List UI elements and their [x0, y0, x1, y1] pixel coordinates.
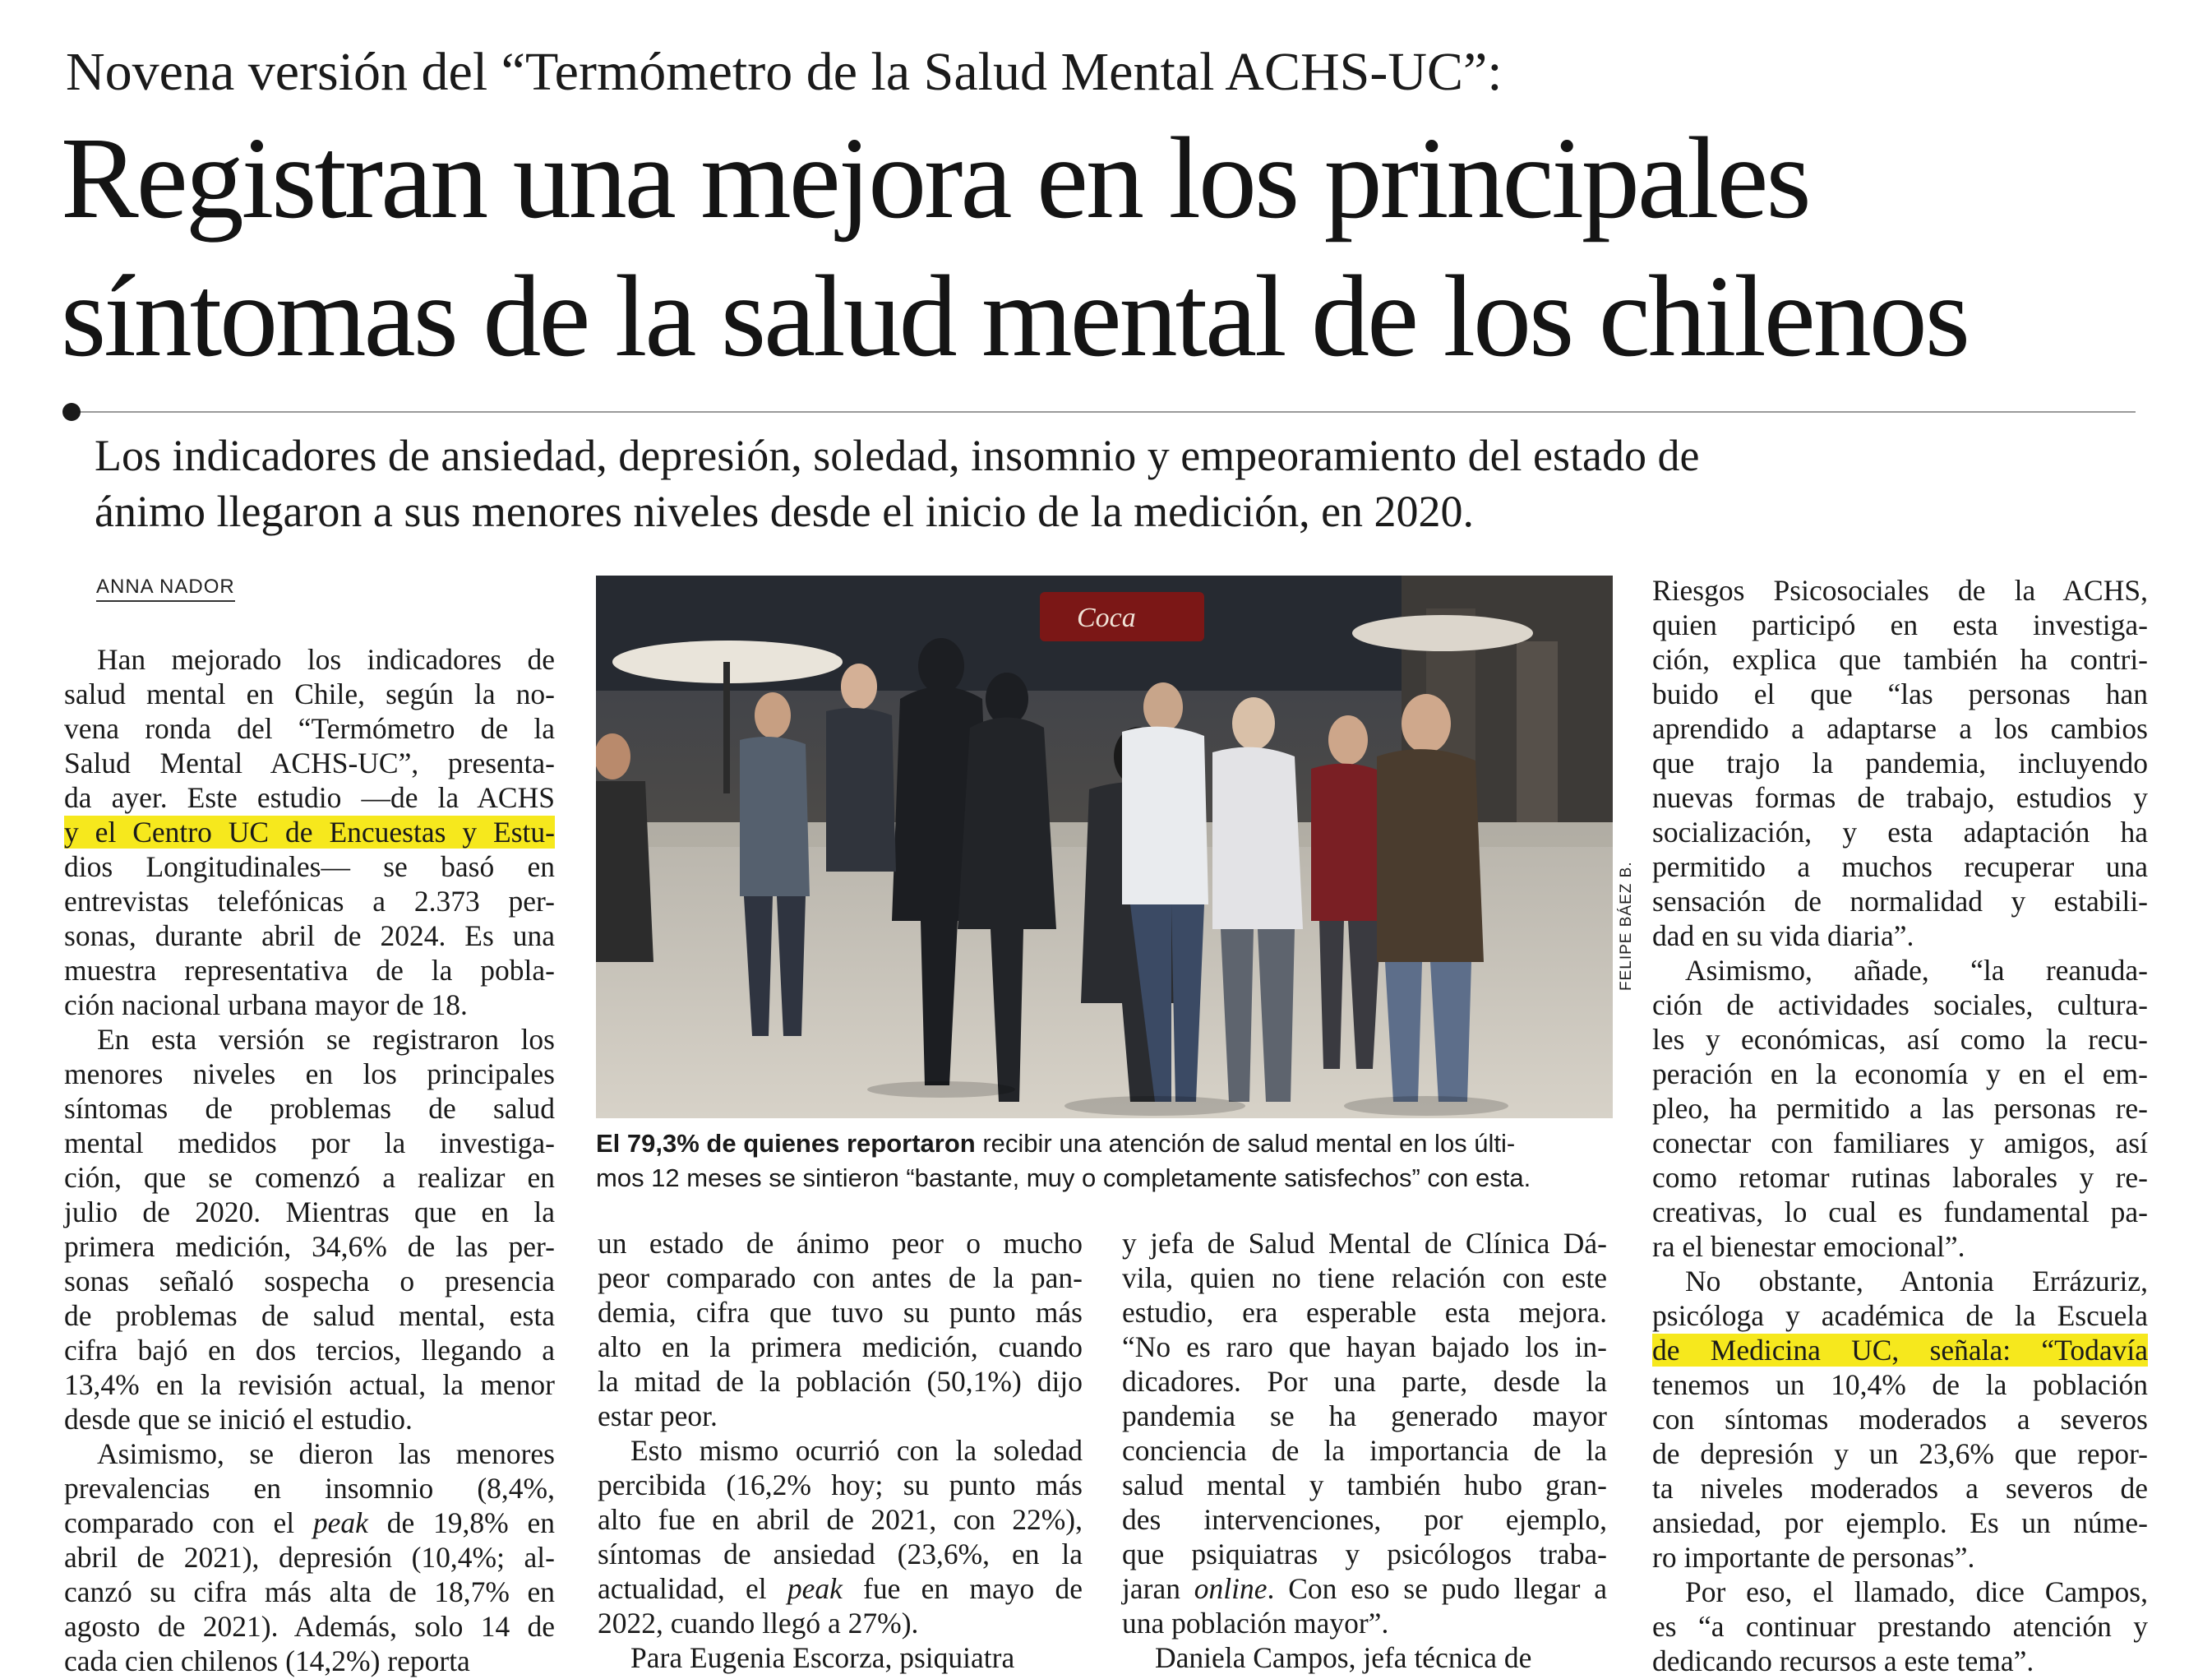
photo-credit: FELIPE BÁEZ B. — [1618, 861, 1635, 991]
article-line — [1652, 677, 2148, 711]
article-line-text: estar peor. — [598, 1399, 718, 1432]
article-line-text: psicóloga y académica de la Escuela — [1652, 1299, 2148, 1332]
article-column-4 — [1652, 573, 2148, 1678]
article-line — [598, 1606, 1083, 1640]
article-line — [64, 1333, 555, 1367]
article-line — [64, 1402, 555, 1436]
article-line — [1652, 1160, 2148, 1195]
article-line-text: peración en la economía y en el em- — [1652, 1057, 2148, 1090]
article-line-text: salud mental en Chile, según la no- — [64, 678, 555, 710]
article-column-3 — [1122, 1226, 1607, 1675]
article-line-text: una población mayor”. — [1122, 1607, 1389, 1640]
article-line — [1652, 642, 2148, 677]
article-line-text: dedicando recursos a este tema”. — [1652, 1644, 2034, 1677]
article-line-text: mental medidos por la investiga- — [64, 1126, 555, 1159]
article-line — [1652, 918, 2148, 953]
article-line-text: alto en la primera medición, cuando — [598, 1330, 1083, 1363]
article-line-text: dad en su vida diaria”. — [1652, 919, 1914, 952]
article-line — [1652, 1644, 2148, 1678]
kicker: Novena versión del “Termómetro de la Salud Mental ACHS-UC”: — [66, 42, 1503, 102]
article-line-text: tenemos un 10,4% de la población — [1652, 1368, 2148, 1401]
article-line — [1122, 1433, 1607, 1468]
article-line-text: sonas, durante abril de 2024. Es una — [64, 919, 555, 952]
article-line-text: entrevistas telefónicas a 2.373 per- — [64, 885, 555, 918]
article-line — [598, 1468, 1083, 1502]
caption-line — [596, 1126, 1615, 1161]
article-line-text: “No es raro que hayan bajado los in- — [1122, 1330, 1607, 1363]
article-line — [1652, 1367, 2148, 1402]
article-line-text: como retomar rutinas laborales y re- — [1652, 1161, 2148, 1194]
article-line-text: da ayer. Este estudio —de la ACHS — [64, 781, 555, 814]
article-line-text: estudio, era esperable esta mejora. — [1122, 1296, 1607, 1329]
article-line — [64, 1367, 555, 1402]
article-line — [1652, 1229, 2148, 1264]
article-line — [1122, 1640, 1607, 1675]
article-line — [64, 1540, 555, 1575]
article-line — [598, 1295, 1083, 1330]
article-line — [1652, 1506, 2148, 1540]
article-line-text: permitido a muchos recuperar una — [1652, 850, 2148, 883]
article-line-text: Han mejorado los indicadores de — [97, 643, 555, 676]
street-crowd-photo — [596, 576, 1613, 1118]
article-line — [1122, 1295, 1607, 1330]
article-line — [598, 1260, 1083, 1295]
article-line-text: que trajo la pandemia, incluyendo — [1652, 747, 2148, 779]
article-line — [1652, 1540, 2148, 1575]
article-line — [1122, 1364, 1607, 1399]
article-line-text: abril de 2021), depresión (10,4%; al- — [64, 1541, 555, 1574]
article-line — [64, 780, 555, 815]
article-line-text: Asimismo, añade, “la reanuda- — [1685, 954, 2148, 987]
article-line-text: Riesgos Psicosociales de la ACHS, — [1652, 574, 2148, 607]
article-line — [64, 1471, 555, 1506]
article-line — [64, 1609, 555, 1644]
article-line — [598, 1226, 1083, 1260]
article-line — [64, 953, 555, 988]
article-line — [64, 1229, 555, 1264]
article-line — [1652, 1298, 2148, 1333]
article-column-2 — [598, 1226, 1083, 1675]
article-line-text: des intervenciones, por ejemplo, — [1122, 1503, 1607, 1536]
article-line-text: muestra representativa de la pobla- — [64, 954, 555, 987]
article-line-text: Por eso, el llamado, dice Campos, — [1685, 1575, 2148, 1608]
byline: ANNA NADOR — [96, 576, 235, 602]
deck-line: Los indicadores de ansiedad, depresión, soledad, insomnio y empeoramiento del estado de — [95, 431, 1700, 480]
article-line — [598, 1330, 1083, 1364]
article-line-text: Daniela Campos, jefa técnica de — [1155, 1641, 1532, 1674]
article-line-text: pandemia se ha generado mayor — [1122, 1399, 1607, 1432]
article-line — [64, 746, 555, 780]
article-line-text: julio de 2020. Mientras que en la — [64, 1196, 555, 1228]
article-line — [1652, 608, 2148, 642]
article-line — [1652, 746, 2148, 780]
article-line — [1652, 1057, 2148, 1091]
article-line-text: 2022, cuando llegó a 27%). — [598, 1607, 919, 1640]
article-line — [1122, 1468, 1607, 1502]
article-line-text: En esta versión se registraron los — [97, 1023, 555, 1056]
headline-line: síntomas de la salud mental de los chilenos — [61, 251, 1969, 381]
deck — [95, 428, 2150, 539]
article-line-text: vila, quien no tiene relación con este — [1122, 1261, 1607, 1294]
article-line — [64, 884, 555, 918]
article-line — [1652, 953, 2148, 988]
article-line-text: Para Eugenia Escorza, psiquiatra — [630, 1641, 1015, 1674]
article-line-text: cifra bajó en dos tercios, llegando a — [64, 1334, 555, 1367]
article-line — [64, 1264, 555, 1298]
article-line — [1652, 1402, 2148, 1436]
article-line — [1652, 815, 2148, 849]
article-line-text: Esto mismo ocurrió con la soledad — [630, 1434, 1083, 1467]
article-line-text: con síntomas moderados a severos — [1652, 1403, 2148, 1436]
article-line-text: percibida (16,2% hoy; su punto más — [598, 1469, 1083, 1501]
article-line-text: primera medición, 34,6% de las per- — [64, 1230, 555, 1263]
article-line — [1652, 711, 2148, 746]
article-line — [598, 1364, 1083, 1399]
article-line — [1652, 1264, 2148, 1298]
article-line — [1652, 1436, 2148, 1471]
article-line — [1122, 1606, 1607, 1640]
article-line-text: cada cien chilenos (14,2%) reporta — [64, 1644, 470, 1677]
article-line — [64, 1436, 555, 1471]
article-line-text: menores niveles en los principales — [64, 1057, 555, 1090]
article-line-text: prevalencias en insomnio (8,4%, — [64, 1472, 555, 1505]
article-line — [64, 1195, 555, 1229]
article-line-text: socialización, y esta adaptación ha — [1652, 816, 2148, 849]
article-line — [64, 1298, 555, 1333]
article-line-text: ción, explica que también ha contri- — [1652, 643, 2148, 676]
article-line-text: desde que se inició el estudio. — [64, 1403, 413, 1436]
article-line-text: vena ronda del “Termómetro de la — [64, 712, 555, 745]
article-line — [598, 1640, 1083, 1675]
article-line-text: actualidad, el peak fue en mayo de — [598, 1572, 1083, 1605]
article-line-text: quien participó en esta investiga- — [1652, 608, 2148, 641]
article-line — [1652, 1022, 2148, 1057]
article-line-text: de Medicina UC, señala: “Todavía — [1652, 1334, 2148, 1367]
article-line-text: 13,4% en la revisión actual, la menor — [64, 1368, 555, 1401]
article-line-text: y el Centro UC de Encuestas y Estu- — [64, 816, 555, 849]
article-line — [598, 1399, 1083, 1433]
article-line-text: peor comparado con antes de la pan- — [598, 1261, 1083, 1294]
article-line — [1652, 1091, 2148, 1126]
article-line-text: salud mental y también hubo gran- — [1122, 1469, 1607, 1501]
article-line — [64, 815, 555, 849]
article-line-text: sonas señaló sospecha o presencia — [64, 1265, 555, 1297]
article-line — [1652, 849, 2148, 884]
article-line-text: y jefa de Salud Mental de Clínica Dá- — [1122, 1227, 1607, 1260]
article-line — [1652, 988, 2148, 1022]
article-line — [64, 642, 555, 677]
article-line-text: ansiedad, por ejemplo. Es un núme- — [1652, 1506, 2148, 1539]
article-line-text: es “a continuar prestando atención y — [1652, 1610, 2148, 1643]
article-line — [1652, 780, 2148, 815]
article-line-text: ra el bienestar emocional”. — [1652, 1230, 1965, 1263]
article-line-text: No obstante, Antonia Errázuriz, — [1685, 1265, 2148, 1297]
article-line-text: Asimismo, se dieron las menores — [97, 1437, 555, 1470]
article-line — [1122, 1571, 1607, 1606]
article-line-text: que psiquiatras y psicólogos traba- — [1122, 1538, 1607, 1570]
photo-caption — [596, 1126, 1615, 1196]
article-line — [64, 1091, 555, 1126]
caption-line: mos 12 meses se sintieron “bastante, muy o completamente satisfechos” con esta. — [596, 1163, 1531, 1192]
article-line-text: ro importante de personas”. — [1652, 1541, 1975, 1574]
article-line-text: demia, cifra que tuvo su punto más — [598, 1296, 1083, 1329]
caption-lead: El 79,3% de quienes reportaron — [596, 1129, 976, 1158]
article-line — [1652, 1575, 2148, 1609]
article-line — [64, 1644, 555, 1678]
article-line-text: sensación de normalidad y estabili- — [1652, 885, 2148, 918]
caption-text: recibir una atención de salud mental en los últi- — [975, 1129, 1516, 1158]
article-line-text: creativas, lo cual es fundamental pa- — [1652, 1196, 2148, 1228]
article-line-text: buido el que “las personas han — [1652, 678, 2148, 710]
article-line-text: alto fue en abril de 2021, con 22%), — [598, 1503, 1083, 1536]
article-line-text: síntomas de problemas de salud — [64, 1092, 555, 1125]
article-line — [1652, 1126, 2148, 1160]
article-line-text: Salud Mental ACHS-UC”, presenta- — [64, 747, 555, 779]
article-line-text: agosto de 2021). Además, solo 14 de — [64, 1610, 555, 1643]
article-line-text: de depresión y un 23,6% que repor- — [1652, 1437, 2148, 1470]
article-line — [1122, 1260, 1607, 1295]
article-line-text: dios Longitudinales— se basó en — [64, 850, 555, 883]
section-divider — [64, 411, 2136, 413]
deck-line: ánimo llegaron a sus menores niveles desde el inicio de la medición, en 2020. — [95, 487, 1475, 536]
article-line — [1652, 1609, 2148, 1644]
headline-line: Registran una mejora en los principales — [61, 113, 1809, 243]
article-line-text: conciencia de la importancia de la — [1122, 1434, 1607, 1467]
divider-bullet — [62, 403, 81, 421]
article-line — [64, 1575, 555, 1609]
article-line — [64, 677, 555, 711]
article-column-1 — [64, 642, 555, 1678]
article-line-text: aprendido a adaptarse a los cambios — [1652, 712, 2148, 745]
article-line-text: conectar con familiares y amigos, así — [1652, 1126, 2148, 1159]
article-line-text: jaran online. Con eso se pudo llegar a — [1122, 1572, 1607, 1605]
article-line-text: ta niveles moderados a severos de — [1652, 1472, 2148, 1505]
article-line — [598, 1571, 1083, 1606]
article-line — [598, 1502, 1083, 1537]
article-line — [64, 918, 555, 953]
article-line-text: un estado de ánimo peor o mucho — [598, 1227, 1083, 1260]
article-line-text: ción nacional urbana mayor de 18. — [64, 988, 468, 1021]
article-line — [1652, 1333, 2148, 1367]
article-line-text: ción de actividades sociales, cultura- — [1652, 988, 2148, 1021]
article-line-text: nuevas formas de trabajo, estudios y — [1652, 781, 2148, 814]
article-line — [598, 1537, 1083, 1571]
article-line — [1652, 1471, 2148, 1506]
article-line-text: la mitad de la población (50,1%) dijo — [598, 1365, 1083, 1398]
article-line — [64, 711, 555, 746]
article-line-text: de problemas de salud mental, esta — [64, 1299, 555, 1332]
article-line — [64, 1057, 555, 1091]
article-line — [1122, 1226, 1607, 1260]
article-line — [64, 1506, 555, 1540]
article-line-text: síntomas de ansiedad (23,6%, en la — [598, 1538, 1083, 1570]
article-line-text: ción, que se comenzó a realizar en — [64, 1161, 555, 1194]
article-line — [1122, 1502, 1607, 1537]
headline — [61, 109, 2165, 385]
article-line — [1652, 884, 2148, 918]
article-line-text: canzó su cifra más alta de 18,7% en — [64, 1575, 555, 1608]
sign-text: Coca — [1077, 603, 1136, 633]
article-line — [1652, 1195, 2148, 1229]
article-line-text: les y económicas, así como la recu- — [1652, 1023, 2148, 1056]
article-line-text: dicadores. Por una parte, desde la — [1122, 1365, 1607, 1398]
article-line — [64, 1022, 555, 1057]
article-line-text: comparado con el peak de 19,8% en — [64, 1506, 555, 1539]
article-line — [1122, 1330, 1607, 1364]
article-line — [598, 1433, 1083, 1468]
article-line — [64, 988, 555, 1022]
article-line — [64, 1160, 555, 1195]
article-line — [1122, 1399, 1607, 1433]
article-line — [64, 849, 555, 884]
article-line-text: pleo, ha permitido a las personas re- — [1652, 1092, 2148, 1125]
article-line — [64, 1126, 555, 1160]
article-line — [1122, 1537, 1607, 1571]
article-line — [1652, 573, 2148, 608]
